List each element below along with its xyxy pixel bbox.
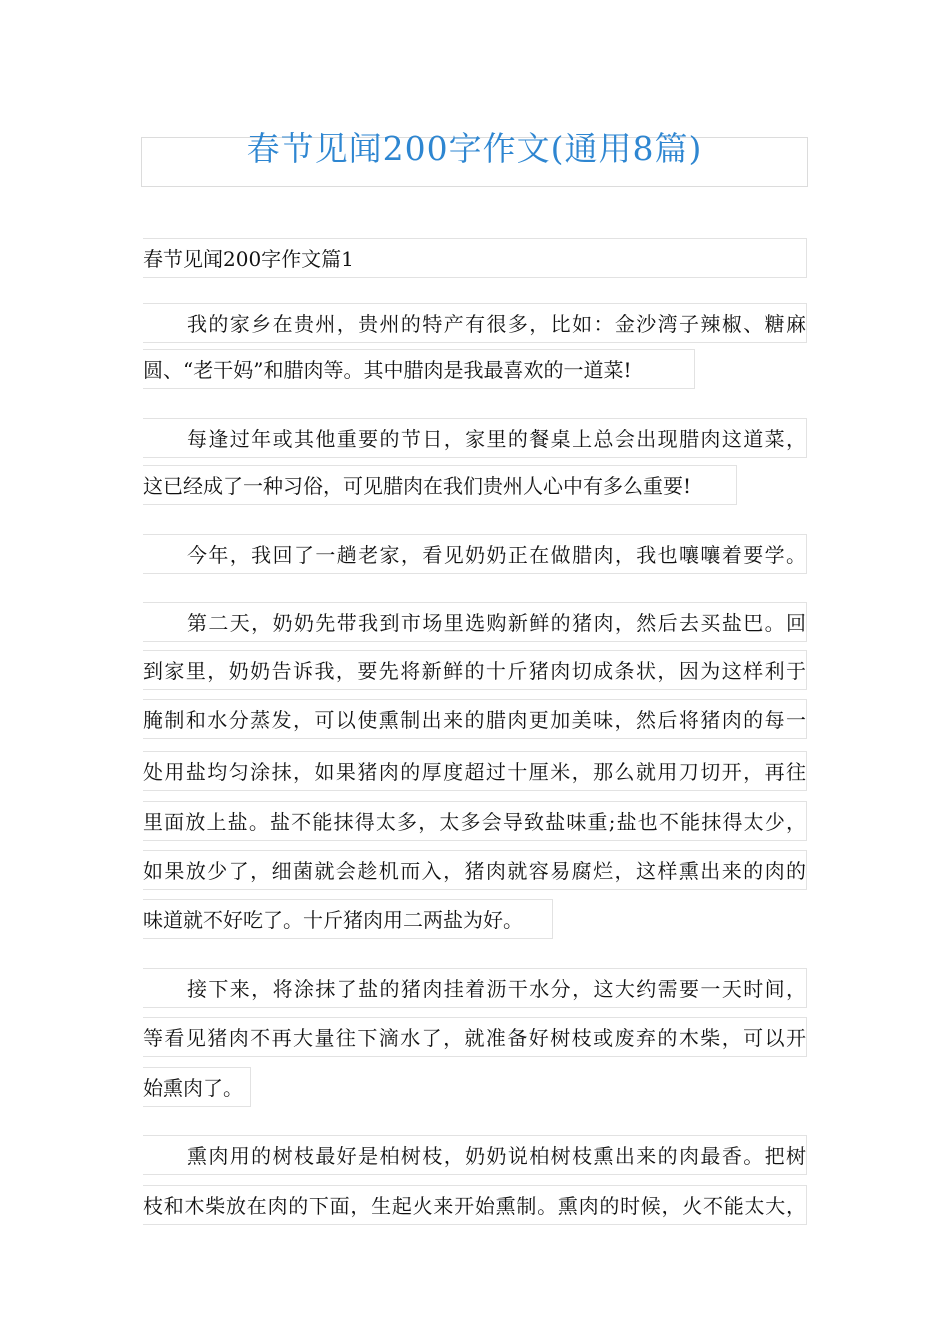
document-title: 春节见闻200字作文(通用8篇)	[246, 129, 703, 168]
text-line: 我的家乡在贵州，贵州的特产有很多，比如：金沙湾子辣椒、糖麻	[143, 303, 807, 343]
text-line: 每逢过年或其他重要的节日，家里的餐桌上总会出现腊肉这道菜，	[143, 418, 807, 458]
section-heading: 春节见闻200字作文篇1	[143, 238, 807, 278]
text-line: 圆、“老干妈”和腊肉等。其中腊肉是我最喜欢的一道菜!	[143, 349, 695, 389]
text-line: 第二天，奶奶先带我到市场里选购新鲜的猪肉，然后去买盐巴。回	[143, 602, 807, 642]
text-line: 味道就不好吃了。十斤猪肉用二两盐为好。	[143, 899, 553, 939]
text-line: 腌制和水分蒸发，可以使熏制出来的腊肉更加美味，然后将猪肉的每一	[143, 699, 807, 739]
text-line: 熏肉用的树枝最好是柏树枝，奶奶说柏树枝熏出来的肉最香。把树	[143, 1135, 807, 1175]
text-line: 始熏肉了。	[143, 1067, 251, 1107]
text-line: 这已经成了一种习俗，可见腊肉在我们贵州人心中有多么重要!	[143, 465, 737, 505]
text-line: 枝和木柴放在肉的下面，生起火来开始熏制。熏肉的时候，火不能太大，	[143, 1185, 807, 1225]
text-line: 处用盐均匀涂抹，如果猪肉的厚度超过十厘米，那么就用刀切开，再往	[143, 751, 807, 791]
text-line: 等看见猪肉不再大量往下滴水了，就准备好树枝或废弃的木柴，可以开	[143, 1017, 807, 1057]
text-line: 接下来，将涂抹了盐的猪肉挂着沥干水分，这大约需要一天时间，	[143, 968, 807, 1008]
text-line: 如果放少了，细菌就会趁机而入，猪肉就容易腐烂，这样熏出来的肉的	[143, 850, 807, 890]
text-line: 今年，我回了一趟老家，看见奶奶正在做腊肉，我也嚷嚷着要学。	[143, 534, 807, 574]
text-line: 到家里，奶奶告诉我，要先将新鲜的十斤猪肉切成条状，因为这样利于	[143, 650, 807, 690]
text-line: 里面放上盐。盐不能抹得太多，太多会导致盐味重;盐也不能抹得太少，	[143, 801, 807, 841]
